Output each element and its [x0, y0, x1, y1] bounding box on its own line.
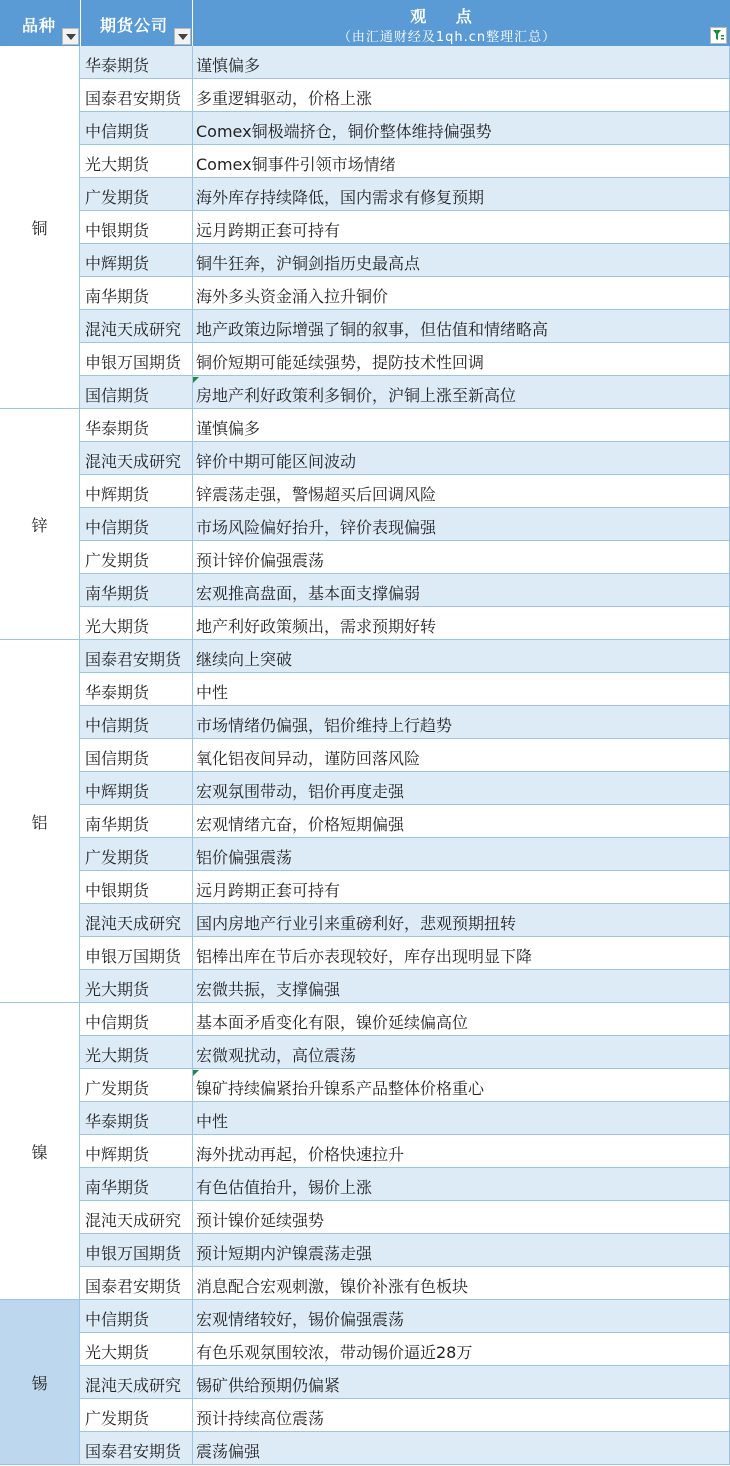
table-row[interactable]: [80, 1300, 730, 1333]
column-divider: [192, 805, 193, 837]
table-row[interactable]: [80, 1168, 730, 1201]
view-cell: 锌震荡走强，警惕超买后回调风险: [196, 485, 437, 504]
table-row[interactable]: [80, 574, 730, 607]
view-cell: 宏观情绪较好，锡价偏强震荡: [196, 1310, 405, 1329]
variety-cell[interactable]: 锡: [0, 1300, 80, 1465]
column-divider: [192, 244, 193, 276]
header-view-note: （由汇通财经及1qh.cn整理汇总）: [337, 30, 557, 45]
column-divider: [192, 277, 193, 309]
table-row[interactable]: [80, 211, 730, 244]
company-cell: 混沌天成研究: [85, 320, 182, 339]
view-cell: 海外多头资金涌入拉升铜价: [196, 287, 389, 306]
table-row[interactable]: [80, 904, 730, 937]
view-cell: 基本面矛盾变化有限，镍价延续偏高位: [196, 1013, 469, 1032]
company-cell: 申银万国期货: [85, 353, 182, 372]
chevron-down-icon: [66, 34, 76, 40]
column-divider: [192, 937, 193, 969]
table-row[interactable]: [80, 640, 730, 673]
table-row[interactable]: [80, 739, 730, 772]
cell-comment-marker-icon: [193, 1070, 199, 1076]
column-divider: [192, 574, 193, 606]
view-cell: 房地产利好政策利多铜价，沪铜上涨至新高位: [196, 386, 517, 405]
column-divider: [192, 970, 193, 1002]
column-divider: [192, 1432, 193, 1464]
table-row[interactable]: [80, 871, 730, 904]
view-cell: 远月跨期正套可持有: [196, 881, 341, 900]
company-cell: 中信期货: [85, 1013, 150, 1032]
header-company: 期货公司: [100, 16, 169, 35]
column-divider: [192, 211, 193, 243]
company-cell: 光大期货: [85, 980, 150, 999]
column-divider: [192, 1168, 193, 1200]
table-row[interactable]: [80, 607, 730, 640]
column-divider: [192, 409, 193, 441]
table-row[interactable]: [80, 442, 730, 475]
variety-cell[interactable]: 锌: [0, 409, 80, 640]
table-row[interactable]: [80, 1267, 730, 1300]
header-row: [0, 0, 730, 46]
view-cell: 铝棒出库在节后亦表现较好，库存出现明显下降: [196, 947, 533, 966]
table-row[interactable]: [80, 1069, 730, 1102]
view-cell: 海外库存持续降低，国内需求有修复预期: [196, 188, 485, 207]
table-row[interactable]: [80, 79, 730, 112]
company-cell: 广发期货: [85, 188, 150, 207]
column-divider: [192, 1333, 193, 1365]
variety-cell[interactable]: 铝: [0, 640, 80, 1003]
company-cell: 中信期货: [85, 518, 150, 537]
company-cell: 光大期货: [85, 617, 150, 636]
table-row[interactable]: [80, 706, 730, 739]
table-row[interactable]: [80, 1102, 730, 1135]
header-divider: [80, 0, 81, 46]
company-cell: 国信期货: [85, 749, 150, 768]
table-row[interactable]: [80, 1036, 730, 1069]
table-row[interactable]: [80, 310, 730, 343]
column-divider: [192, 1300, 193, 1332]
column-divider: [192, 508, 193, 540]
view-cell: 地产利好政策频出，需求预期好转: [196, 617, 437, 636]
header-view: 观 点: [410, 7, 484, 26]
company-cell: 光大期货: [85, 1343, 150, 1362]
table-row[interactable]: [80, 673, 730, 706]
company-cell: 华泰期货: [85, 1112, 150, 1131]
company-cell: 国泰君安期货: [85, 1277, 182, 1296]
company-cell: 国信期货: [85, 386, 150, 405]
company-cell: 国泰君安期货: [85, 1442, 182, 1461]
view-cell: 远月跨期正套可持有: [196, 221, 341, 240]
company-cell: 申银万国期货: [85, 1244, 182, 1263]
company-cell: 申银万国期货: [85, 947, 182, 966]
table-row[interactable]: [80, 1399, 730, 1432]
table-row[interactable]: [80, 277, 730, 310]
column-divider: [192, 1201, 193, 1233]
filter-dropdown-company-button[interactable]: [174, 28, 191, 45]
table-row[interactable]: [80, 1366, 730, 1399]
view-cell: 宏观氛围带动，铝价再度走强: [196, 782, 405, 801]
company-cell: 广发期货: [85, 1079, 150, 1098]
view-cell: 国内房地产行业引来重磅利好，悲观预期扭转: [196, 914, 517, 933]
column-divider: [192, 112, 193, 144]
table-row[interactable]: [80, 112, 730, 145]
column-divider: [192, 1399, 193, 1431]
view-cell: 镍矿持续偏紧抬升镍系产品整体价格重心: [196, 1079, 485, 1098]
table-row[interactable]: [80, 508, 730, 541]
table-row[interactable]: [80, 838, 730, 871]
view-cell: 多重逻辑驱动，价格上涨: [196, 89, 373, 108]
company-cell: 华泰期货: [85, 419, 150, 438]
column-divider: [192, 178, 193, 210]
table-row[interactable]: [80, 1432, 730, 1465]
view-cell: 消息配合宏观刺激，镍价补涨有色板块: [196, 1277, 469, 1296]
table-row[interactable]: [80, 46, 730, 79]
company-cell: 混沌天成研究: [85, 452, 182, 471]
view-cell: 预计锌价偏强震荡: [196, 551, 325, 570]
view-cell: 锌价中期可能区间波动: [196, 452, 357, 471]
table-row[interactable]: [80, 1135, 730, 1168]
view-cell: 宏观情绪亢奋，价格短期偏强: [196, 815, 405, 834]
view-cell: 市场风险偏好抬升，锌价表现偏强: [196, 518, 437, 537]
filter-active-view-button[interactable]: [710, 27, 727, 44]
view-cell: 谨慎偏多: [196, 419, 261, 438]
table-row[interactable]: [80, 541, 730, 574]
column-divider: [192, 739, 193, 771]
table-row[interactable]: [80, 178, 730, 211]
view-cell: 预计短期内沪镍震荡走强: [196, 1244, 373, 1263]
variety-cell[interactable]: 铜: [0, 46, 80, 409]
company-cell: 国泰君安期货: [85, 650, 182, 669]
column-divider: [192, 442, 193, 474]
cell-comment-marker-icon: [193, 377, 199, 383]
view-cell: 市场情绪仍偏强，铝价维持上行趋势: [196, 716, 453, 735]
column-divider: [192, 1036, 193, 1068]
filter-icon: [711, 28, 726, 43]
company-cell: 中辉期货: [85, 485, 150, 504]
column-divider: [192, 772, 193, 804]
table-row[interactable]: [80, 1234, 730, 1267]
column-divider: [192, 904, 193, 936]
column-divider: [192, 673, 193, 705]
company-cell: 国泰君安期货: [85, 89, 182, 108]
column-divider: [192, 871, 193, 903]
view-cell: 震荡偏强: [196, 1442, 261, 1461]
company-cell: 混沌天成研究: [85, 914, 182, 933]
company-cell: 混沌天成研究: [85, 1376, 182, 1395]
view-cell: 有色估值抬升，锡价上涨: [196, 1178, 373, 1197]
column-divider: [192, 838, 193, 870]
company-cell: 南华期货: [85, 287, 150, 306]
table-row[interactable]: [80, 970, 730, 1003]
column-divider: [192, 310, 193, 342]
company-cell: 南华期货: [85, 1178, 150, 1197]
view-cell: 谨慎偏多: [196, 56, 261, 75]
view-cell: 有色乐观氛围较浓，带动锡价逼近28万: [196, 1343, 473, 1362]
column-divider: [192, 1234, 193, 1266]
table-row[interactable]: [80, 376, 730, 409]
company-cell: 广发期货: [85, 551, 150, 570]
column-divider: [192, 46, 193, 78]
table-row[interactable]: [80, 1003, 730, 1036]
column-divider: [192, 1135, 193, 1167]
company-cell: 光大期货: [85, 155, 150, 174]
view-cell: 宏微共振，支撑偏强: [196, 980, 341, 999]
column-divider: [192, 79, 193, 111]
table-row[interactable]: [80, 805, 730, 838]
column-divider: [192, 706, 193, 738]
company-cell: 中辉期货: [85, 254, 150, 273]
view-cell: 铝价偏强震荡: [196, 848, 293, 867]
filter-dropdown-variety-button[interactable]: [62, 28, 79, 45]
chevron-down-icon: [178, 34, 188, 40]
variety-cell[interactable]: 镍: [0, 1003, 80, 1300]
company-cell: 中银期货: [85, 221, 150, 240]
header-variety: 品种: [22, 16, 57, 35]
company-cell: 中辉期货: [85, 1145, 150, 1164]
column-divider: [192, 343, 193, 375]
view-cell: 中性: [196, 683, 229, 702]
column-divider: [192, 1003, 193, 1035]
view-cell: Comex铜事件引领市场情绪: [196, 155, 396, 174]
company-cell: 广发期货: [85, 848, 150, 867]
view-cell: 预计持续高位震荡: [196, 1409, 325, 1428]
company-cell: 中银期货: [85, 881, 150, 900]
view-cell: 铜牛狂奔，沪铜剑指历史最高点: [196, 254, 421, 273]
view-cell: 锡矿供给预期仍偏紧: [196, 1376, 341, 1395]
table-row[interactable]: [80, 244, 730, 277]
company-cell: 中信期货: [85, 122, 150, 141]
table-row[interactable]: [80, 145, 730, 178]
column-divider: [192, 1267, 193, 1299]
view-cell: 地产政策边际增强了铜的叙事，但估值和情绪略高: [196, 320, 549, 339]
view-cell: 预计镍价延续强势: [196, 1211, 325, 1230]
view-cell: 铜价短期可能延续强势，提防技术性回调: [196, 353, 485, 372]
company-cell: 中辉期货: [85, 782, 150, 801]
company-cell: 南华期货: [85, 584, 150, 603]
company-cell: 混沌天成研究: [85, 1211, 182, 1230]
view-cell: 宏观推高盘面，基本面支撑偏弱: [196, 584, 421, 603]
table-row[interactable]: [80, 343, 730, 376]
table-row[interactable]: [80, 475, 730, 508]
view-cell: Comex铜极端挤仓，铜价整体维持偏强势: [196, 122, 492, 141]
column-divider: [192, 607, 193, 639]
company-cell: 广发期货: [85, 1409, 150, 1428]
company-cell: 华泰期货: [85, 56, 150, 75]
view-cell: 中性: [196, 1112, 229, 1131]
view-cell: 继续向上突破: [196, 650, 293, 669]
view-cell: 宏微观扰动，高位震荡: [196, 1046, 357, 1065]
view-cell: 海外扰动再起，价格快速拉升: [196, 1145, 405, 1164]
company-cell: 光大期货: [85, 1046, 150, 1065]
company-cell: 中信期货: [85, 716, 150, 735]
table-row[interactable]: [80, 1201, 730, 1234]
column-divider: [192, 1102, 193, 1134]
column-divider: [192, 475, 193, 507]
company-cell: 华泰期货: [85, 683, 150, 702]
column-divider: [192, 640, 193, 672]
table-row[interactable]: [80, 772, 730, 805]
company-cell: 中信期货: [85, 1310, 150, 1329]
table-row[interactable]: [80, 409, 730, 442]
view-cell: 氧化铝夜间异动，谨防回落风险: [196, 749, 421, 768]
company-cell: 南华期货: [85, 815, 150, 834]
column-divider: [192, 1366, 193, 1398]
column-divider: [192, 145, 193, 177]
table-row[interactable]: [80, 937, 730, 970]
column-divider: [192, 541, 193, 573]
table-row[interactable]: [80, 1333, 730, 1366]
